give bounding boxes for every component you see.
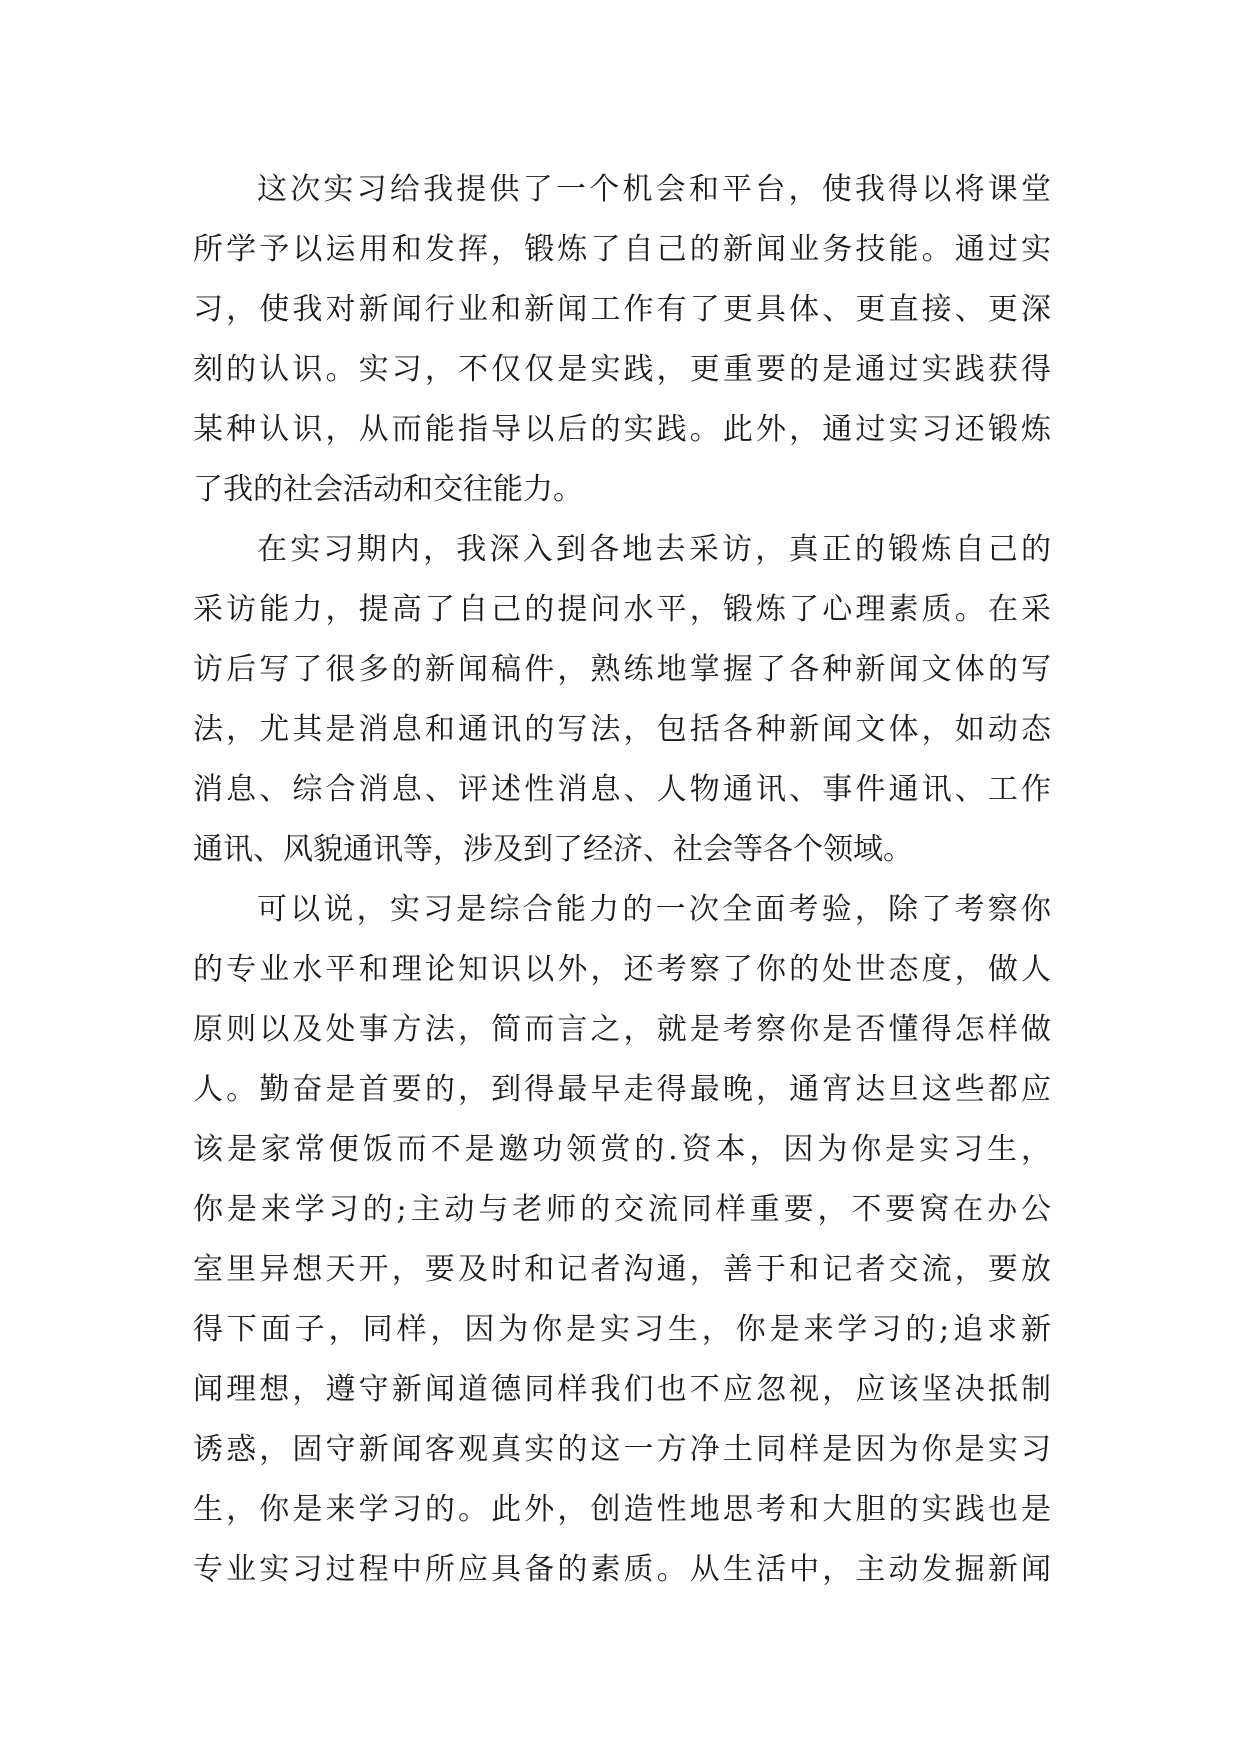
text-line: 了我的社会活动和交往能力。 <box>193 472 583 507</box>
paragraph-2 <box>193 520 1051 880</box>
text-line: 法，尤其是消息和通讯的写法，包括各种新闻文体，如动态 <box>193 712 1051 747</box>
text-line: 诱惑，固守新闻客观真实的这一方净土同样是因为你是实习 <box>193 1432 1051 1467</box>
text-line: 该是家常便饭而不是邀功领赏的.资本，因为你是实习生， <box>193 1132 1051 1167</box>
text-line: 你是来学习的;主动与老师的交流同样重要，不要窝在办公 <box>193 1192 1051 1227</box>
text-line: 某种认识，从而能指导以后的实践。此外，通过实习还锻炼 <box>193 412 1051 447</box>
text-line: 得下面子，同样，因为你是实习生，你是来学习的;追求新 <box>193 1312 1051 1347</box>
text-line: 采访能力，提高了自己的提问水平，锻炼了心理素质。在采 <box>193 592 1051 627</box>
text-line: 闻理想，遵守新闻道德同样我们也不应忽视，应该坚决抵制 <box>193 1372 1051 1407</box>
text-line: 这次实习给我提供了一个机会和平台，使我得以将课堂 <box>257 172 1051 207</box>
text-line: 人。勤奋是首要的，到得最早走得最晚，通宵达旦这些都应 <box>193 1072 1051 1107</box>
text-line: 室里异想天开，要及时和记者沟通，善于和记者交流，要放 <box>193 1252 1051 1287</box>
text-line: 的专业水平和理论知识以外，还考察了你的处世态度，做人 <box>193 952 1051 987</box>
text-line: 专业实习过程中所应具备的素质。从生活中，主动发掘新闻 <box>193 1552 1051 1587</box>
text-line: 刻的认识。实习，不仅仅是实践，更重要的是通过实践获得 <box>193 352 1051 387</box>
text-line: 通讯、风貌通讯等，涉及到了经济、社会等各个领域。 <box>193 832 913 867</box>
text-line: 在实习期内，我深入到各地去采访，真正的锻炼自己的 <box>257 532 1051 567</box>
text-line: 消息、综合消息、评述性消息、人物通讯、事件通讯、工作 <box>193 772 1051 807</box>
text-line: 可以说，实习是综合能力的一次全面考验，除了考察你 <box>257 892 1051 927</box>
text-line: 生，你是来学习的。此外，创造性地思考和大胆的实践也是 <box>193 1492 1051 1527</box>
paragraph-1 <box>193 160 1051 520</box>
text-line: 访后写了很多的新闻稿件，熟练地掌握了各种新闻文体的写 <box>193 652 1051 687</box>
text-line: 原则以及处事方法，简而言之，就是考察你是否懂得怎样做 <box>193 1012 1051 1047</box>
paragraph-3 <box>193 880 1051 1600</box>
document-body <box>193 160 1051 1600</box>
text-line: 所学予以运用和发挥，锻炼了自己的新闻业务技能。通过实 <box>193 232 1051 267</box>
text-line: 习，使我对新闻行业和新闻工作有了更具体、更直接、更深 <box>193 292 1051 327</box>
